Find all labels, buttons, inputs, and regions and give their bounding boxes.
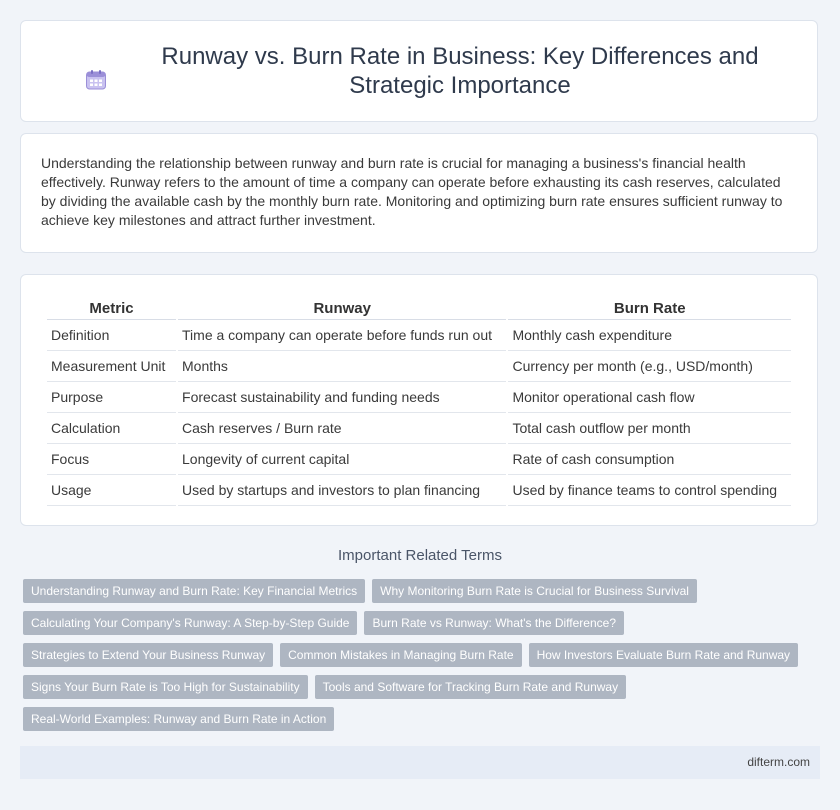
title-row [49,42,789,100]
related-term-link[interactable]: Real-World Examples: Runway and Burn Rate in Action [23,707,334,731]
cell-runway: Cash reserves / Burn rate [178,413,506,444]
related-term-link[interactable]: Signs Your Burn Rate is Too High for Sustainability [23,675,308,699]
table-row [47,382,791,413]
cell-runway: Time a company can operate before funds run out [178,320,506,351]
cell-runway: Longevity of current capital [178,444,506,475]
table-row [47,413,791,444]
footer-site-name: difterm.com [747,755,810,769]
table-row [47,351,791,382]
page-title: Runway vs. Burn Rate in Business: Key Differences and Strategic Importance [161,43,759,99]
cell-burn-rate: Used by finance teams to control spending [508,475,791,506]
cell-metric: Calculation [47,413,176,444]
cell-metric: Usage [47,475,176,506]
cell-burn-rate: Currency per month (e.g., USD/month) [508,351,791,382]
related-term-link[interactable]: Understanding Runway and Burn Rate: Key Financial Metrics [23,579,365,603]
table-row [47,320,791,351]
title-card [20,20,818,122]
intro-card [20,133,818,253]
related-term-link[interactable]: Burn Rate vs Runway: What's the Difference? [364,611,624,635]
cell-burn-rate: Total cash outflow per month [508,413,791,444]
header-burn-rate: Burn Rate [508,297,791,320]
cell-runway: Forecast sustainability and funding needs [178,382,506,413]
related-terms-heading: Important Related Terms [338,547,502,564]
cell-metric: Focus [47,444,176,475]
related-term-link[interactable]: Why Monitoring Burn Rate is Crucial for Business Survival [372,579,697,603]
related-term-link[interactable]: How Investors Evaluate Burn Rate and Runway [529,643,798,667]
header-metric: Metric [47,297,176,320]
cell-burn-rate: Monitor operational cash flow [508,382,791,413]
related-term-link[interactable]: Calculating Your Company's Runway: A Step-by-Step Guide [23,611,357,635]
cell-metric: Purpose [47,382,176,413]
cell-runway: Used by startups and investors to plan financing [178,475,506,506]
table-row [47,444,791,475]
related-terms-list [23,579,813,731]
intro-paragraph: Understanding the relationship between runway and burn rate is crucial for managing a business's financial health effectively. Runway refers to the amount of time a company can operate before exhausting its cash reserves, calculated by dividing the available cash by the monthly burn rate. Monitoring and optimizing burn rate ensures sufficient runway to achieve key milestones and attract further investment. [41,155,783,228]
related-term-link[interactable]: Tools and Software for Tracking Burn Rate and Runway [315,675,627,699]
footer [20,746,820,779]
related-term-link[interactable]: Strategies to Extend Your Business Runway [23,643,273,667]
cell-runway: Months [178,351,506,382]
cell-burn-rate: Monthly cash expenditure [508,320,791,351]
comparison-table-card [20,274,818,526]
cell-metric: Measurement Unit [47,351,176,382]
cell-metric: Definition [47,320,176,351]
cell-burn-rate: Rate of cash consumption [508,444,791,475]
header-runway: Runway [178,297,506,320]
related-term-link[interactable]: Common Mistakes in Managing Burn Rate [280,643,521,667]
calendar-icon [85,69,107,96]
table-row [47,475,791,506]
comparison-table [45,297,793,506]
table-header-row [47,297,791,320]
